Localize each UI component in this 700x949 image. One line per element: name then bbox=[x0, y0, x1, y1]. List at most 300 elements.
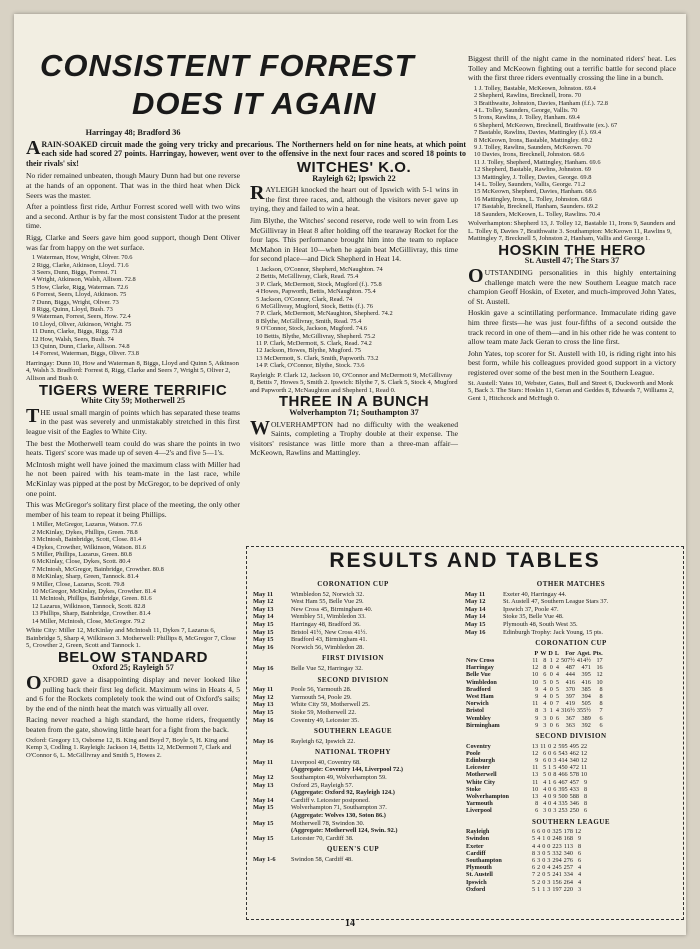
result-date: May 11 bbox=[253, 590, 274, 598]
result-row bbox=[253, 665, 453, 673]
table-cell: 462 bbox=[569, 749, 579, 757]
table-cell: 253 bbox=[558, 807, 568, 815]
heat-line: 8 Blythe, McGillivray, Smith, Read. 75.4 bbox=[256, 317, 362, 325]
table-cell: 467 bbox=[558, 778, 568, 786]
heat-line: 12 How, Walsh, Seers, Bush. 74 bbox=[32, 335, 114, 343]
paragraph: The best the Motherwell team could do was share the points in two heats. Tigers' score was made up of seven 4—2's and five 5—1's. bbox=[26, 438, 240, 458]
heat-line: 3 McIntosh, Bainbridge, Scott, Close. 81.4 bbox=[32, 536, 142, 544]
table-cell: 4 bbox=[578, 871, 582, 879]
table-cell: 4 bbox=[578, 878, 582, 886]
paragraph: THE usual small margin of points which has separated these teams in the past was severely and unmistakably stretched in this first league visit of the Eagles to White City. bbox=[26, 404, 240, 436]
result-row bbox=[253, 820, 453, 828]
result-date bbox=[253, 827, 291, 835]
section-heading: TIGERS WERE TERRIFIC bbox=[38, 381, 228, 399]
table-row bbox=[465, 679, 604, 686]
table-cell: 9 bbox=[578, 835, 582, 843]
table-cell: 17 bbox=[596, 656, 603, 664]
table-cell: Cardiff bbox=[466, 849, 486, 857]
paragraph: Rigg, Clarke and Seers gave him good support, though Dent Oliver was far from happy on the wet surface. bbox=[26, 232, 240, 252]
result-text: Norwich 56, Wimbledon 28. bbox=[291, 643, 364, 651]
table-cell: 5 bbox=[532, 835, 536, 843]
result-row bbox=[465, 629, 677, 637]
table-cell: 0 bbox=[549, 721, 553, 729]
table-cell: Poole bbox=[466, 749, 481, 757]
results-section-title: OTHER MATCHES bbox=[536, 580, 606, 588]
table-row bbox=[465, 779, 588, 786]
paragraph: OXFORD gave a disappointing display and never looked like pulling back their first leg deficit. Maximum wins in Heats 4, 5 and 6 for the Rockets completely took the wind out of Oxford's sails; by the end of the ninth heat the match was virtually all over. bbox=[26, 671, 240, 713]
paragraph: McIntosh might well have joined the maximum class with Miller had he not been paired with his team-mate in the last race, while McKinlay was pipped at the post by McGregor, to be deprived of only one point. bbox=[26, 459, 240, 498]
result-row bbox=[253, 621, 453, 629]
heat-line: 11 J. Tolley, Shepherd, Mattingley, Hanham. 69.6 bbox=[474, 158, 601, 166]
table-cell: 3 bbox=[537, 857, 541, 865]
heat-line: 8 Rigg, Quinn, Lloyd, Bush. 73 bbox=[32, 305, 113, 313]
result-date bbox=[253, 766, 291, 774]
result-row bbox=[253, 759, 453, 767]
result-date: May 16 bbox=[253, 737, 274, 745]
table-cell: 6 bbox=[553, 778, 557, 786]
result-row bbox=[253, 835, 453, 843]
heat-line: 14 P. Clark, O'Connor, Blythe, Stock. 73.6 bbox=[256, 362, 365, 370]
result-text: White City 59, Motherwell 25. bbox=[291, 701, 370, 709]
table-cell: 588 bbox=[569, 793, 579, 800]
table-cell: 0 bbox=[548, 742, 552, 750]
table-cell: 0 bbox=[549, 671, 553, 679]
table-cell: 0 bbox=[549, 664, 553, 672]
table-cell: 355½ bbox=[576, 707, 591, 715]
table-cell: 0 bbox=[549, 700, 553, 708]
results-section-title: SOUTHERN LEAGUE bbox=[313, 727, 393, 736]
page-number: 14 bbox=[345, 918, 355, 929]
result-text: Rayleigh 62, Ipswich 22. bbox=[291, 737, 356, 745]
heat-line: 18 Saunders, McKeown, L. Tolley, Rawlins. 70.4 bbox=[474, 210, 601, 218]
result-date: May 15 bbox=[253, 804, 274, 812]
result-row bbox=[253, 709, 453, 717]
table-cell: 395 bbox=[558, 785, 568, 793]
table-cell: West Ham bbox=[466, 692, 494, 700]
table-cell: 12 bbox=[532, 664, 539, 672]
heat-line: 13 McDermott, S. Clark, Smith, Papworth. 73.2 bbox=[256, 354, 379, 362]
right-column bbox=[468, 54, 676, 405]
table-cell: Birmingham bbox=[466, 721, 500, 729]
heat-line: 14 Forrest, Waterman, Biggs, Oliver. 73.8 bbox=[32, 350, 139, 358]
table-cell: 471 bbox=[581, 664, 591, 672]
table-cell: 8 bbox=[599, 700, 603, 708]
magazine-page bbox=[14, 14, 686, 935]
table-cell: 3 bbox=[543, 807, 547, 815]
table-cell: 0 bbox=[542, 871, 546, 879]
results-section-title: SECOND DIVISION bbox=[317, 675, 389, 684]
table-cell: 4 bbox=[543, 785, 547, 793]
table-cell: 0 bbox=[542, 857, 546, 865]
table-cell: 363 bbox=[565, 721, 575, 729]
table-cell: 6 bbox=[555, 721, 559, 729]
table-cell: 12 bbox=[596, 671, 603, 679]
result-row bbox=[253, 766, 453, 774]
table-cell: 578 bbox=[569, 771, 579, 779]
table-cell: 10 bbox=[532, 671, 539, 679]
heat-line: 11 P. Clark, McDermott, S. Clark, Read. 74.2 bbox=[256, 340, 372, 347]
table-cell: White City bbox=[466, 778, 496, 786]
table-cell: 0 bbox=[548, 793, 552, 800]
result-text: Belle Vue 52, Harringay 32. bbox=[291, 664, 363, 672]
heat-line: 2 Rigg, Clarke, Atkinson, Lloyd. 71.6 bbox=[32, 261, 129, 269]
heat-line: 7 P. Clark, McDermott, McNaughton, Shepherd. 74.2 bbox=[256, 310, 393, 318]
result-text: West Ham 55, Belle Vue 29. bbox=[291, 598, 364, 606]
result-row bbox=[253, 804, 453, 812]
table-cell: 9 bbox=[535, 692, 539, 700]
table-cell: 3 bbox=[543, 714, 547, 722]
result-text: Southampton 49, Wolverhampton 59. bbox=[291, 774, 387, 782]
table-cell: 5 bbox=[547, 849, 551, 857]
result-date bbox=[253, 812, 291, 820]
result-date: May 12 bbox=[253, 693, 274, 701]
table-row bbox=[465, 671, 604, 678]
result-text: Bristol 41½, New Cross 41½. bbox=[291, 628, 367, 636]
result-date: May 11 bbox=[465, 590, 486, 598]
table-cell: 1 bbox=[548, 778, 552, 786]
table-cell: 16 bbox=[596, 664, 603, 672]
heat-line: 10 McGregor, McKinlay, Dykes, Crowther. 81.4 bbox=[32, 587, 156, 595]
table-header-cell bbox=[465, 650, 531, 657]
table-cell: 11 bbox=[540, 742, 547, 750]
heat-line: 1 Miller, McGregor, Lazarus, Watson. 77.6 bbox=[32, 521, 142, 529]
table-cell: Liverpool bbox=[466, 807, 492, 815]
result-row bbox=[253, 636, 453, 644]
table-cell: 13 bbox=[532, 771, 539, 779]
paragraph: This was McGregor's solitary first place of the meeting, the only other member of his team to repeat it being Phillips. bbox=[26, 500, 240, 519]
table-cell: 3 bbox=[543, 707, 547, 715]
match-score: Harringay 48; Bradford 36 bbox=[85, 128, 181, 137]
table-cell: 113 bbox=[563, 842, 573, 850]
table-cell: 6 bbox=[537, 828, 541, 836]
section-heading: THREE IN A BUNCH bbox=[278, 393, 430, 411]
table-cell: 5 bbox=[532, 885, 536, 893]
page-title-line2: DOES IT AGAIN bbox=[132, 86, 377, 121]
table-cell: 0 bbox=[548, 771, 552, 779]
table-cell: Harringay bbox=[466, 664, 494, 672]
table-cell: 8 bbox=[543, 656, 547, 664]
results-section-title: QUEEN'S CUP bbox=[326, 845, 380, 854]
table-cell: 0 bbox=[548, 756, 552, 764]
table-cell: 6 bbox=[543, 671, 547, 679]
table-cell: 3 bbox=[553, 756, 557, 764]
result-row bbox=[465, 621, 677, 629]
table-cell: 0 bbox=[549, 692, 553, 700]
table-cell: 8 bbox=[543, 664, 547, 672]
table-cell: 4 bbox=[532, 842, 536, 850]
result-text: Bradford 43, Birmingham 41. bbox=[291, 636, 368, 644]
result-text: Stoke 35, Belle Vue 48. bbox=[503, 613, 564, 621]
table-cell: 444 bbox=[565, 671, 575, 679]
table-cell: 5 bbox=[532, 878, 536, 886]
table-cell: 6 bbox=[555, 714, 559, 722]
result-date: May 13 bbox=[253, 781, 274, 789]
table-cell: 6 bbox=[553, 749, 557, 757]
heat-line: 13 Mattingley, J. Tolley, Davies, George. 69.8 bbox=[474, 173, 592, 181]
result-date bbox=[253, 789, 291, 797]
table-cell: 505 bbox=[581, 700, 591, 708]
table-cell: Yarmouth bbox=[466, 800, 493, 808]
section-heading: WITCHES' K.O. bbox=[296, 159, 412, 176]
table-cell: 6 bbox=[543, 749, 547, 757]
heat-line: 3 Seers, Dunn, Biggs, Forrest. 71 bbox=[32, 268, 118, 276]
result-row bbox=[253, 827, 453, 835]
table-cell: 0 bbox=[548, 785, 552, 793]
result-date: May 16 bbox=[253, 716, 274, 724]
table-cell: Swindon bbox=[466, 835, 490, 843]
table-cell: 2 bbox=[537, 864, 541, 872]
table-cell: 168 bbox=[563, 835, 573, 843]
table-cell: 11 bbox=[581, 764, 588, 772]
table-cell: 3 bbox=[537, 849, 541, 857]
table-cell: Motherwell bbox=[466, 771, 497, 779]
table-row bbox=[465, 722, 604, 729]
table-cell: 414½ bbox=[576, 656, 591, 664]
table-cell: 0 bbox=[549, 685, 553, 693]
table-cell: 0 bbox=[542, 828, 546, 836]
paragraph: John Yates, top scorer for St. Austell with 10, is riding right into his best form, while his colleagues provided good support in a victory registered over some of the best men in the Southern League. bbox=[468, 348, 676, 377]
heat-line: 4 Dykes, Crowther, Wilkinson, Watson. 81.6 bbox=[32, 543, 147, 551]
table-cell: Belle Vue bbox=[466, 671, 491, 679]
heat-line: 6 McGillivray, Mugford, Stock, Bettis (f.). 76 bbox=[256, 302, 373, 310]
table-cell: 257 bbox=[563, 864, 573, 872]
result-date: May 14 bbox=[465, 613, 486, 621]
table-row bbox=[465, 771, 588, 778]
table-cell: Rayleigh bbox=[466, 828, 490, 836]
table-cell: 8 bbox=[584, 785, 588, 793]
table-cell: 4 bbox=[555, 664, 559, 672]
table-cell: 457 bbox=[569, 778, 579, 786]
table-cell: 340 bbox=[563, 849, 573, 857]
section-heading: HOSKIN THE HERO bbox=[498, 241, 646, 259]
table-title: CORONATION CUP bbox=[535, 639, 607, 648]
result-text: Motherwell 78, Swindon 30. bbox=[291, 819, 365, 827]
table-cell: 12 bbox=[580, 756, 588, 764]
table-header-cell: Agst. bbox=[577, 649, 591, 657]
table-row bbox=[465, 757, 588, 764]
table-cell: 414 bbox=[558, 756, 568, 764]
table-cell: 5 bbox=[547, 871, 551, 879]
result-text: St. Austell 47, Southern League Stars 37. bbox=[503, 598, 609, 606]
table-cell: New Cross bbox=[466, 656, 495, 664]
scorers: Harringay: Dunn 10, How and Waterman 8, Biggs, Lloyd and Quinn 5, Atkinson 4, Walsh 3. Bradford: Forrest 8, Rigg, Clarke and Seers 7, Wright 5, Oliver 2, Allison and Bush 0. bbox=[26, 359, 239, 382]
table-cell: 12 bbox=[580, 749, 588, 757]
result-date: May 15 bbox=[253, 819, 274, 827]
table-cell: 385 bbox=[581, 685, 591, 693]
table-cell: 5 bbox=[543, 771, 547, 779]
table-cell: 389 bbox=[581, 714, 591, 722]
league-table bbox=[465, 650, 604, 729]
table-row bbox=[465, 743, 588, 750]
table-header-cell: W bbox=[540, 649, 547, 657]
table-cell: 9 bbox=[535, 714, 539, 722]
table-row bbox=[465, 886, 582, 893]
match-score: Oxford 25; Rayleigh 57 bbox=[92, 663, 174, 673]
result-text: Exeter 40, Harringay 44. bbox=[503, 590, 567, 598]
table-cell: 6 bbox=[532, 857, 536, 865]
lead-paragraph: ARAIN-SOAKED circuit made the going very tricky and precarious. The Northerners held on for nine heats, at which point each side had scored 27 points. Harringay, however, went over to the offensive in the next four races and scored 18 points to their rivals' six! bbox=[26, 136, 466, 168]
match-score: St. Austell 47; The Stars 37 bbox=[524, 256, 620, 266]
table-row bbox=[465, 857, 582, 864]
page-title-line1: CONSISTENT FORREST bbox=[40, 48, 415, 83]
table-cell: 10 bbox=[596, 678, 603, 686]
table-cell: 419 bbox=[565, 700, 575, 708]
results-column-right bbox=[465, 577, 677, 893]
table-cell: 394 bbox=[581, 692, 591, 700]
table-row bbox=[465, 828, 582, 835]
table-cell: 6 bbox=[599, 714, 603, 722]
table-cell: 4 bbox=[547, 864, 551, 872]
table-cell: 6 bbox=[578, 849, 582, 857]
table-cell: Wimbledon bbox=[466, 678, 497, 686]
results-column-left bbox=[253, 577, 453, 864]
table-cell: Coventry bbox=[466, 742, 491, 750]
table-cell: 5 bbox=[555, 685, 559, 693]
heat-line: 5 Miller, Phillips, Lazarus, Green. 80.8 bbox=[32, 550, 132, 558]
heat-line: 14 Miller, McIntosh, Close, McGregor. 79.2 bbox=[32, 617, 145, 625]
table-row bbox=[465, 800, 588, 807]
heat-line: 7 Bastable, Rawlins, Davies, Mattingley (f.). 69.4 bbox=[474, 129, 602, 137]
results-section-title: CORONATION CUP bbox=[317, 580, 389, 588]
table-row bbox=[465, 807, 588, 814]
match-score: Rayleigh 62; Ipswich 22 bbox=[312, 173, 396, 183]
result-date: May 16 bbox=[253, 643, 274, 651]
table-cell: 3 bbox=[547, 878, 551, 886]
table-cell: 472 bbox=[569, 764, 579, 772]
table-cell: 5 bbox=[553, 764, 557, 772]
heat-line: 6 Forrest, Seers, Lloyd, Atkinson. 75 bbox=[32, 291, 127, 299]
table-cell: 0 bbox=[542, 842, 546, 850]
result-date: May 1-6 bbox=[253, 856, 276, 863]
result-date: May 13 bbox=[253, 701, 274, 709]
result-row bbox=[253, 606, 453, 614]
table-cell: 8 bbox=[535, 707, 539, 715]
table-cell: 346 bbox=[569, 800, 579, 808]
result-text: Harringay 48, Bradford 36. bbox=[291, 620, 361, 628]
table-row bbox=[465, 657, 604, 664]
table-cell: 0 bbox=[548, 800, 552, 808]
table-cell: 495 bbox=[569, 742, 579, 750]
table-cell: 0 bbox=[548, 749, 552, 757]
table-cell: 1 bbox=[542, 885, 546, 893]
scorers: St. Austell: Yates 10, Webster, Gates, Bull and Street 6, Duckworth and Monk 5, Back 3. The Stars: Hoskin 11, Geran and Geddes 8, Edwards 7, Williams 2, Gent 1, Hitchcock and McHugh 0. bbox=[468, 379, 674, 402]
result-date: May 11 bbox=[253, 758, 274, 766]
table-cell: 0 bbox=[542, 878, 546, 886]
result-text: Coventry 49, Leicester 35. bbox=[291, 716, 359, 724]
result-row bbox=[253, 701, 453, 709]
heat-line: 15 McKeown, Shepherd, Davies, Hanham. 68.6 bbox=[474, 188, 597, 196]
heat-line: 1 Waterman, How, Wright, Oliver. 70.6 bbox=[32, 254, 133, 262]
table-cell: 6 bbox=[599, 721, 603, 729]
heat-line: 4 L. Tolley, Saunders, George, Vallis. 70 bbox=[474, 107, 578, 114]
table-cell: 3 bbox=[543, 721, 547, 729]
heat-line: 4 Howes, Papworth, Bettis, McNaughton. 75.4 bbox=[256, 288, 376, 296]
table-cell: Wolverhampton bbox=[466, 793, 509, 800]
heat-line: 13 Phillips, Sharp, Bainbridge, Crowther. 81.4 bbox=[32, 610, 151, 618]
table-cell: 264 bbox=[563, 878, 573, 886]
scorers: Rayleigh: P. Clark 12, Jackson 10, O'Connor and McDermott 9, McGillivray 8, Bettis 7, Howes 5, Smith 2. Ipswich: Blythe 7, S. Clark 5, Stock 4, Mugford and Papworth 2, McNaughton and Shepherd 1, Read 0. bbox=[250, 371, 458, 394]
heat-line: 12 Shepherd, Bastable, Rawlins, Johnston. 69 bbox=[474, 166, 591, 174]
result-text: Yarmouth 54, Poole 29. bbox=[291, 693, 352, 701]
result-text: (Aggregate: Wolves 130, Soton 86.) bbox=[291, 812, 386, 820]
heat-line: 16 Mattingley, Irons, L. Tolley, Johnston. 68.6 bbox=[474, 195, 593, 203]
table-cell: 1 bbox=[549, 656, 553, 664]
result-text: Liverpool 40, Coventry 68. bbox=[291, 758, 361, 766]
table-cell: 250 bbox=[569, 807, 579, 815]
table-cell: 4 bbox=[543, 700, 547, 708]
heat-line: 2 McKinlay, Dykes, Phillips, Green. 78.8 bbox=[32, 528, 138, 536]
result-date: May 15 bbox=[253, 620, 274, 628]
heat-line: 9 Miller, Close, Lazarus, Scott. 79.8 bbox=[32, 580, 125, 588]
paragraph: Hoskin gave a scintillating performance. Immaculate riding gave him three firsts—he was just four-fifths of a second outside the track record in one of them—and in his other ride he was content to allow team mate Jack Geran to cross the line first. bbox=[468, 308, 676, 347]
heat-line: 9 J. Tolley, Rawlins, Saunders, McKeown. 70 bbox=[474, 144, 591, 152]
table-cell: Bradford bbox=[466, 685, 491, 693]
result-row bbox=[465, 606, 677, 614]
table-cell: Oxford bbox=[466, 885, 486, 893]
heat-line: 3 Braithwaite, Johnston, Davies, Hanham (f.f.). 72.8 bbox=[474, 99, 608, 107]
table-cell: 156 bbox=[552, 878, 562, 886]
table-cell: 0 bbox=[549, 678, 553, 686]
table-cell: 9 bbox=[535, 721, 539, 729]
match-score: Wolverhampton 71; Southampton 37 bbox=[289, 408, 419, 417]
table-cell: St. Austell bbox=[466, 871, 493, 879]
table-cell: 0 bbox=[549, 714, 553, 722]
table-cell: 4 bbox=[555, 671, 559, 679]
result-date: May 15 bbox=[253, 708, 274, 716]
table-cell: 13 bbox=[532, 742, 539, 750]
table-row bbox=[465, 871, 582, 878]
table-row bbox=[465, 707, 604, 714]
paragraph: After a pointless first ride, Arthur Forrest scored well with two wins and a second. Arthur is by far the most consistent Tudor at the present time. bbox=[26, 202, 240, 231]
heat-line: 2 Bettis, McGillivray, Clark, Read. 75.4 bbox=[256, 273, 359, 281]
table-cell: 450 bbox=[558, 764, 568, 772]
table-cell: 11 bbox=[532, 778, 539, 786]
result-row bbox=[465, 598, 677, 606]
table-cell: 3 bbox=[547, 857, 551, 865]
table-cell: 11 bbox=[532, 764, 539, 772]
table-cell: Norwich bbox=[466, 700, 489, 708]
table-cell: 8 bbox=[535, 800, 539, 808]
paragraph: Racing never reached a high standard, the home riders, frequently beaten from the gate, showing little heart for a fight from the back. bbox=[26, 715, 240, 734]
heat-line: 11 Dunn, Clarke, Biggs, Rigg. 73.8 bbox=[32, 328, 123, 336]
table-cell: 9 bbox=[553, 793, 557, 800]
heat-results bbox=[474, 85, 676, 218]
table-cell: 1 bbox=[542, 835, 546, 843]
result-row bbox=[253, 738, 453, 746]
table-cell: 0 bbox=[547, 828, 551, 836]
result-date: May 12 bbox=[253, 598, 274, 606]
result-text: Oxford 25, Rayleigh 57. bbox=[291, 781, 354, 789]
paragraph: WOLVERHAMPTON had no difficulty with the weakened Saints, completing a Trophy double at their expense. The visitors' resistance was little more than a three-man affair—McKeown, Rawlins and Mattingley. bbox=[250, 416, 458, 458]
result-row bbox=[465, 591, 677, 599]
heat-line: 9 O'Connor, Stock, Jackson, Mugford. 74.6 bbox=[256, 325, 367, 333]
table-cell: 3 bbox=[547, 885, 551, 893]
result-row bbox=[253, 812, 453, 820]
table-cell: Plymouth bbox=[466, 864, 492, 872]
paragraph: Biggest thrill of the night came in the nominated riders' heat. Les Tolley and McKeown fighting out a terrific battle for second place with the first three riders eventually crossing the line in a bunch. bbox=[468, 54, 676, 83]
table-cell: 332 bbox=[552, 849, 562, 857]
result-row bbox=[253, 856, 453, 864]
table-cell: 7 bbox=[555, 700, 559, 708]
result-date: May 15 bbox=[465, 620, 486, 628]
table-cell: 8 bbox=[599, 692, 603, 700]
table-cell: 245 bbox=[552, 864, 562, 872]
table-cell: 5 bbox=[555, 692, 559, 700]
heat-line: 17 Bastable, Brecknell, Hanham, Saunders. 69.2 bbox=[474, 203, 598, 211]
table-row bbox=[465, 843, 582, 850]
table-row bbox=[465, 879, 582, 886]
result-row bbox=[253, 694, 453, 702]
